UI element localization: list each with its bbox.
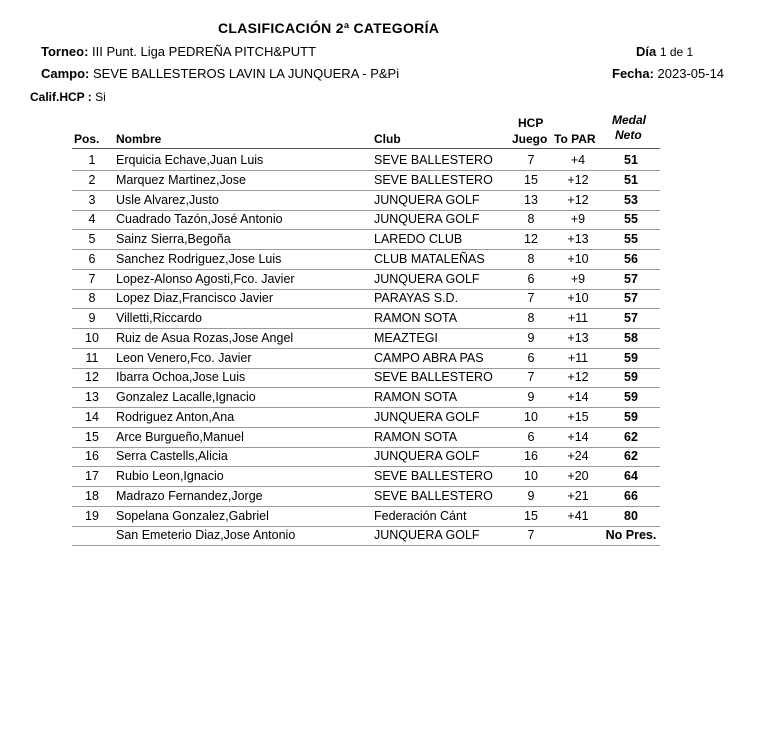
row-nombre: Villetti,Riccardo bbox=[116, 311, 202, 325]
row-nombre: Serra Castells,Alicia bbox=[116, 449, 228, 464]
row-club: MEAZTEGI bbox=[374, 330, 438, 345]
row-hcp: 9 bbox=[527, 390, 535, 404]
table-row bbox=[72, 308, 660, 329]
row-pos: 8 bbox=[88, 291, 96, 306]
row-hcp: 6 bbox=[527, 271, 535, 286]
row-pos: 15 bbox=[85, 429, 99, 444]
table-row bbox=[72, 190, 660, 211]
row-to-par: +13 bbox=[567, 232, 589, 246]
torneo-value: III Punt. Liga PEDREÑA PITCH&PUTT bbox=[92, 44, 317, 59]
row-hcp: 10 bbox=[524, 409, 538, 424]
col-medal-top: Medal bbox=[612, 113, 647, 127]
table-row bbox=[72, 466, 660, 487]
row-club: SEVE BALLESTERO bbox=[374, 153, 493, 167]
table-row bbox=[72, 328, 660, 349]
row-club: CAMPO ABRA PAS bbox=[374, 350, 484, 365]
row-club: JUNQUERA GOLF bbox=[374, 212, 480, 227]
row-nombre: Rubio Leon,Ignacio bbox=[116, 469, 224, 483]
row-pos: 3 bbox=[88, 192, 96, 207]
fecha-value: 2023-05-14 bbox=[657, 66, 725, 81]
row-pos: 4 bbox=[88, 212, 96, 227]
row-club: JUNQUERA GOLF bbox=[374, 271, 480, 286]
fecha-label: Fecha: bbox=[612, 66, 654, 81]
row-pos: 13 bbox=[85, 390, 99, 404]
row-hcp: 7 bbox=[527, 291, 535, 306]
row-neto: 58 bbox=[624, 330, 638, 345]
row-hcp: 16 bbox=[524, 449, 538, 464]
row-to-par: +11 bbox=[567, 350, 589, 365]
campo-label: Campo: bbox=[41, 66, 90, 81]
row-to-par: +24 bbox=[567, 449, 589, 464]
table-row bbox=[72, 229, 660, 250]
row-club: SEVE BALLESTERO bbox=[374, 488, 493, 503]
dia-label: Día bbox=[636, 44, 657, 59]
row-to-par: +20 bbox=[567, 469, 589, 483]
col-nombre: Nombre bbox=[116, 132, 162, 146]
row-nombre: San Emeterio Diaz,Jose Antonio bbox=[116, 528, 296, 543]
table-row bbox=[72, 269, 660, 290]
row-neto: 55 bbox=[624, 232, 638, 246]
row-neto: 51 bbox=[624, 153, 638, 167]
row-club: SEVE BALLESTERO bbox=[374, 172, 493, 187]
row-nombre: Ibarra Ochoa,Jose Luis bbox=[116, 370, 246, 385]
col-medal-bottom: Neto bbox=[615, 128, 642, 142]
col-club: Club bbox=[374, 132, 401, 146]
table-row bbox=[72, 525, 660, 546]
row-club: RAMON SOTA bbox=[374, 429, 458, 444]
row-pos: 12 bbox=[85, 370, 99, 385]
row-neto: 59 bbox=[624, 370, 638, 385]
row-nombre: Rodriguez Anton,Ana bbox=[116, 409, 235, 424]
row-hcp: 13 bbox=[524, 192, 538, 207]
row-neto: 57 bbox=[624, 291, 638, 306]
row-club: RAMON SOTA bbox=[374, 390, 458, 404]
torneo-line bbox=[41, 44, 316, 59]
row-nombre: Ruiz de Asua Rozas,Jose Angel bbox=[116, 330, 294, 345]
row-hcp: 15 bbox=[524, 508, 538, 523]
row-pos: 14 bbox=[85, 409, 99, 424]
page-title: CLASIFICACIÓN 2ª CATEGORÍA bbox=[218, 20, 440, 36]
row-pos: 7 bbox=[88, 271, 96, 286]
row-club: LAREDO CLUB bbox=[374, 232, 463, 246]
row-to-par: +10 bbox=[567, 251, 589, 266]
table-row bbox=[72, 407, 660, 428]
row-neto: 64 bbox=[624, 469, 638, 483]
row-club: JUNQUERA GOLF bbox=[374, 192, 480, 207]
row-to-par: +12 bbox=[567, 370, 589, 385]
row-neto: No Pres. bbox=[605, 528, 657, 543]
row-to-par: +14 bbox=[567, 390, 589, 404]
row-hcp: 7 bbox=[527, 153, 535, 167]
row-pos: 17 bbox=[85, 469, 99, 483]
row-nombre: Arce Burgueño,Manuel bbox=[116, 429, 244, 444]
row-neto: 59 bbox=[624, 390, 638, 404]
header-divider bbox=[72, 148, 660, 149]
row-to-par: +12 bbox=[567, 172, 589, 187]
table-row bbox=[72, 446, 660, 467]
row-pos: 5 bbox=[88, 232, 96, 246]
table-row bbox=[72, 348, 660, 369]
row-nombre: Sainz Sierra,Begoña bbox=[116, 232, 231, 246]
row-to-par: +15 bbox=[567, 409, 589, 424]
row-hcp: 7 bbox=[527, 528, 535, 543]
table-row bbox=[72, 170, 660, 191]
row-to-par: +11 bbox=[567, 311, 589, 325]
row-to-par: +10 bbox=[567, 291, 589, 306]
row-club: PARAYAS S.D. bbox=[374, 291, 459, 306]
row-to-par: +14 bbox=[567, 429, 589, 444]
row-neto: 80 bbox=[624, 508, 638, 523]
row-neto: 59 bbox=[624, 350, 638, 365]
table-row bbox=[72, 506, 660, 527]
row-to-par: +12 bbox=[567, 192, 589, 207]
calif-label: Calif.HCP : bbox=[30, 90, 92, 104]
row-nombre: Marquez Martinez,Jose bbox=[116, 172, 246, 187]
row-neto: 57 bbox=[624, 271, 638, 286]
row-club: RAMON SOTA bbox=[374, 311, 458, 325]
row-hcp: 12 bbox=[524, 232, 538, 246]
row-pos: 18 bbox=[85, 488, 99, 503]
campo-line bbox=[41, 66, 399, 81]
row-club: JUNQUERA GOLF bbox=[374, 409, 480, 424]
row-nombre: Leon Venero,Fco. Javier bbox=[116, 350, 252, 365]
row-neto: 57 bbox=[624, 311, 638, 325]
row-to-par: +4 bbox=[570, 153, 586, 167]
row-nombre: Usle Alvarez,Justo bbox=[116, 192, 219, 207]
row-pos: 2 bbox=[88, 172, 96, 187]
row-nombre: Lopez Diaz,Francisco Javier bbox=[116, 291, 274, 306]
table-row bbox=[72, 387, 660, 408]
row-pos: 10 bbox=[85, 330, 99, 345]
row-nombre: Lopez-Alonso Agosti,Fco. Javier bbox=[116, 271, 295, 286]
row-hcp: 6 bbox=[527, 350, 535, 365]
calif-value: Si bbox=[95, 90, 106, 104]
col-hcp-top: HCP bbox=[518, 116, 544, 130]
campo-value: SEVE BALLESTEROS LAVIN LA JUNQUERA - P&Pi bbox=[93, 66, 400, 81]
row-hcp: 8 bbox=[527, 311, 535, 325]
table-row bbox=[72, 209, 660, 230]
row-to-par: +9 bbox=[570, 271, 586, 286]
table-row bbox=[72, 150, 660, 171]
row-hcp: 7 bbox=[527, 370, 535, 385]
row-pos: 9 bbox=[88, 311, 96, 325]
row-neto: 62 bbox=[624, 449, 638, 464]
row-neto: 59 bbox=[624, 409, 638, 424]
row-club: SEVE BALLESTERO bbox=[374, 469, 493, 483]
col-pos: Pos. bbox=[74, 132, 100, 146]
dia-value: 1 de 1 bbox=[659, 45, 694, 59]
row-nombre: Gonzalez Lacalle,Ignacio bbox=[116, 390, 256, 404]
table-row bbox=[72, 427, 660, 448]
row-to-par: +21 bbox=[567, 488, 589, 503]
table-row bbox=[72, 249, 660, 270]
row-neto: 62 bbox=[624, 429, 638, 444]
row-neto: 51 bbox=[624, 172, 638, 187]
col-to-par: To PAR bbox=[554, 132, 596, 146]
table-row bbox=[72, 486, 660, 507]
row-pos: 16 bbox=[85, 449, 99, 464]
row-nombre: Sanchez Rodriguez,Jose Luis bbox=[116, 251, 282, 266]
row-hcp: 10 bbox=[524, 469, 538, 483]
row-pos: 11 bbox=[85, 350, 99, 365]
row-to-par: +13 bbox=[567, 330, 589, 345]
row-club: JUNQUERA GOLF bbox=[374, 528, 480, 543]
row-neto: 55 bbox=[624, 212, 638, 227]
row-to-par: +9 bbox=[570, 212, 586, 227]
row-hcp: 8 bbox=[527, 251, 535, 266]
calif-line bbox=[30, 90, 106, 104]
table-row bbox=[72, 288, 660, 309]
row-neto: 56 bbox=[624, 251, 638, 266]
row-hcp: 9 bbox=[527, 330, 535, 345]
row-hcp: 15 bbox=[524, 172, 538, 187]
col-hcp-bottom: Juego bbox=[512, 132, 548, 146]
row-pos: 6 bbox=[88, 251, 96, 266]
row-nombre: Cuadrado Tazón,José Antonio bbox=[116, 212, 283, 227]
row-pos: 1 bbox=[88, 153, 96, 167]
dia-line bbox=[636, 44, 693, 59]
row-club: SEVE BALLESTERO bbox=[374, 370, 493, 385]
row-nombre: Madrazo Fernandez,Jorge bbox=[116, 488, 263, 503]
table-row bbox=[72, 367, 660, 388]
row-club: Federación Cánt bbox=[374, 508, 467, 523]
row-hcp: 9 bbox=[527, 488, 535, 503]
row-nombre: Sopelana Gonzalez,Gabriel bbox=[116, 508, 269, 523]
row-to-par: +41 bbox=[567, 508, 589, 523]
fecha-line bbox=[612, 66, 724, 81]
row-club: CLUB MATALEÑAS bbox=[374, 251, 485, 266]
row-neto: 53 bbox=[624, 192, 638, 207]
row-hcp: 6 bbox=[527, 429, 535, 444]
row-neto: 66 bbox=[624, 488, 638, 503]
row-club: JUNQUERA GOLF bbox=[374, 449, 480, 464]
row-hcp: 8 bbox=[527, 212, 535, 227]
row-nombre: Erquicia Echave,Juan Luis bbox=[116, 153, 264, 167]
torneo-label: Torneo: bbox=[41, 44, 89, 59]
row-pos: 19 bbox=[85, 508, 99, 523]
